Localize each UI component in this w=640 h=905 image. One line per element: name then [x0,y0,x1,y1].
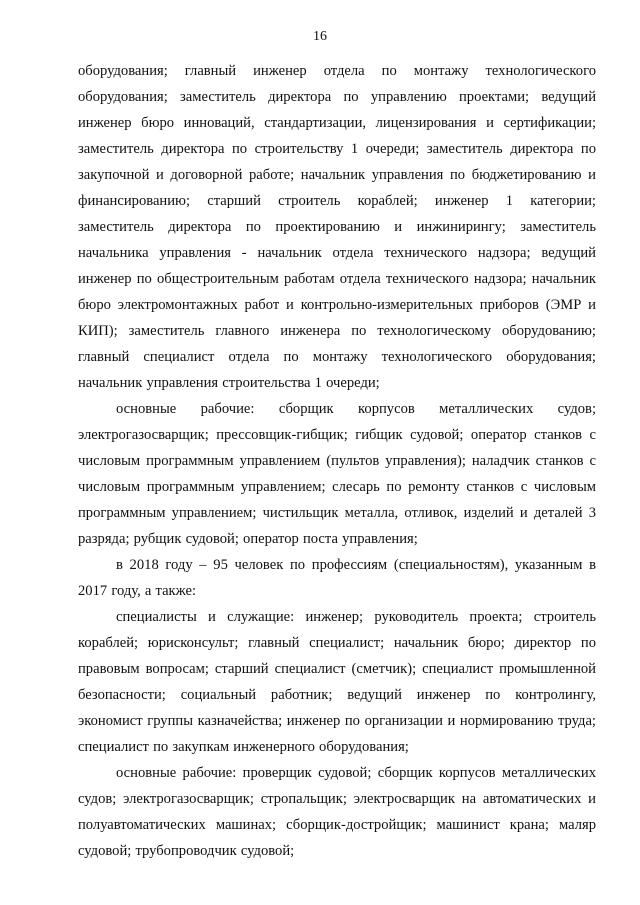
document-body [78,58,596,864]
page-number: 16 [313,29,327,44]
paragraph-2018-intro: в 2018 году – 95 человек по профессиям (специальностям), указанным в 2017 году, а также: [78,557,596,599]
paragraph-specialists-2018: специалисты и служащие: инженер; руководитель проекта; строитель кораблей; юрисконсульт; главный специалист; начальник бюро; директор по правовым вопросам; старший специалист (сметчик); специалист промышленной безопасности; социальный работник; ведущий инженер по контролингу, экономист группы казначейства; инженер по организации и нормированию труда; специалист по закупкам инженерного оборудования; [78,609,596,755]
paragraph-continued-positions: оборудования; главный инженер отдела по монтажу технологического оборудования; заместитель директора по управлению проектами; ведущий инженер бюро инноваций, стандартизации, лицензирования и сертификации; заместитель директора по строительству 1 очереди; заместитель директора по закупочной и договорной работе; начальник управления по бюджетированию и финансированию; старший строитель кораблей; инженер 1 категории; заместитель директора по проектированию и инжинирингу; заместитель начальника управления - начальник отдела технического надзора; ведущий инженер по общестроительным работам отдела технического надзора; начальник бюро электромонтажных работ и контрольно-измерительных приборов (ЭМР и КИП); заместитель главного инженера по технологическому оборудованию; главный специалист отдела по монтажу технологического оборудования; начальник управления строительства 1 очереди; [78,63,596,391]
paragraph-main-workers-2017: основные рабочие: сборщик корпусов металлических судов; электрогазосварщик; прессовщик-гибщик; гибщик судовой; оператор станков с числовым программным управлением (пультов управления); наладчик станков с числовым программным управлением; слесарь по ремонту станков с числовым программным управлением; чистильщик металла, отливок, изделий и деталей 3 разряда; рубщик судовой; оператор поста управления; [78,401,596,547]
paragraph-main-workers-2018: основные рабочие: проверщик судовой; сборщик корпусов металлических судов; электрогазосварщик; стропальщик; электросварщик на автоматических и полуавтоматических машинах; сборщик-достройщик; машинист крана; маляр судовой; трубопроводчик судовой; [78,765,596,859]
